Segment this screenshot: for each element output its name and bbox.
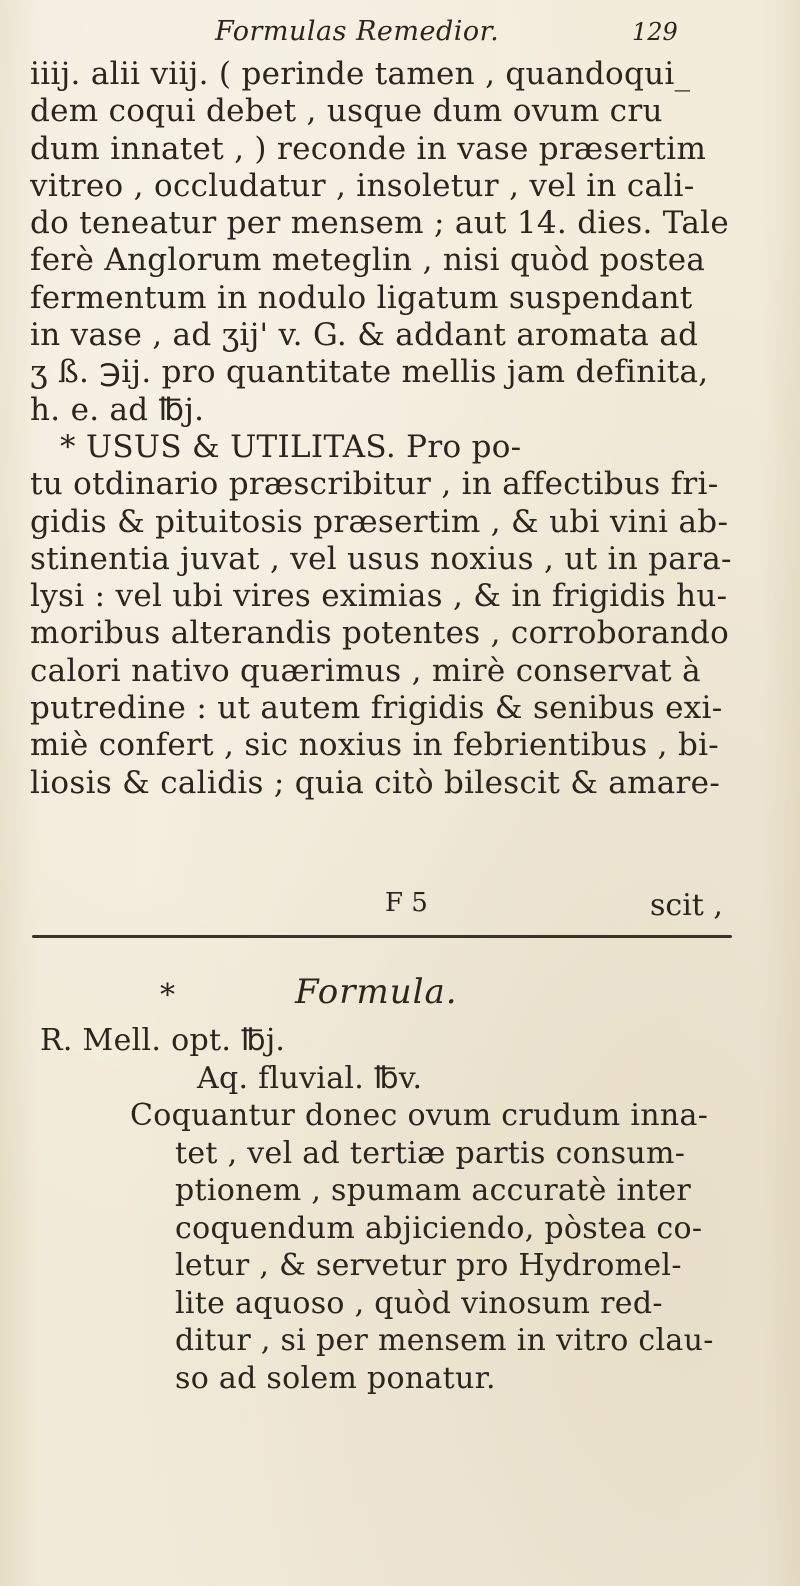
text-line: iiij. alii viij. ( perinde tamen , quandoqui_ — [30, 56, 691, 92]
recipe-line: lite aquoso , quòd vinosum red- — [175, 1285, 663, 1321]
recipe-line: letur , & servetur pro Hydromel- — [175, 1248, 682, 1283]
formula-heading — [0, 972, 800, 1016]
text-line: putredine : ut autem frigidis & senibus exi- — [30, 690, 723, 727]
recipe-line: Aq. fluvial. ℔v. — [197, 1060, 423, 1096]
text-line: calori nativo quærimus , mirè conservat à — [30, 652, 701, 689]
recipe-line: ditur , si per mensem in vitro clau- — [175, 1323, 714, 1358]
body-text — [30, 56, 760, 802]
text-line: in vase , ad ʒij' v. G. & addant aromata ad — [30, 317, 699, 354]
text-line: ferè Anglorum meteglin , nisi quòd postea — [30, 242, 706, 279]
formula-title: Formula. — [295, 972, 458, 1012]
text-line: fermentum in nodulo ligatum suspendant — [30, 279, 693, 316]
text-line: lysi : vel ubi vires eximias , & in frigidis hu- — [30, 578, 728, 615]
running-title: Formulas Remedior. — [215, 16, 500, 47]
text-line: ʒ ß. ℈ij. pro quantitate mellis jam definita, — [30, 354, 709, 391]
recipe-line: coquendum abjiciendo, pòstea co- — [175, 1210, 703, 1246]
recipe-block — [40, 1022, 760, 1397]
text-line: stinentia juvat , vel usus noxius , ut in para- — [30, 540, 732, 577]
text-line: miè confert , sic noxius in febrientibus , bi- — [30, 727, 720, 764]
running-head — [0, 12, 800, 52]
signature-mark: F 5 — [385, 888, 428, 918]
text-line: dum innatet , ) reconde in vase præsertim — [30, 130, 707, 167]
recipe-line: R. Mell. opt. ℔j. — [40, 1023, 286, 1058]
catchword: scit , — [650, 888, 723, 923]
recipe-line: ptionem , spumam accuratè inter — [175, 1173, 692, 1208]
page-number: 129 — [632, 18, 678, 46]
recipe-line: tet , vel ad tertiæ partis consum- — [175, 1135, 686, 1171]
section-heading-usus: * USUS & UTILITAS. Pro po- — [60, 428, 522, 465]
recipe-line: so ad solem ponatur. — [175, 1360, 496, 1396]
text-line: tu otdinario præscribitur , in affectibus fri- — [30, 466, 719, 503]
recipe-line: Coquantur donec ovum crudum inna- — [130, 1098, 709, 1133]
text-line: dem coqui debet , usque dum ovum cru — [30, 93, 663, 130]
asterisk-icon: * — [160, 978, 175, 1013]
text-line: h. e. ad ℔j. — [30, 391, 205, 428]
divider-rule — [32, 935, 732, 938]
text-line: do teneatur per mensem ; aut 14. dies. Tale — [30, 205, 729, 242]
text-line: moribus alterandis potentes , corroborando — [30, 615, 730, 652]
text-line: liosis & calidis ; quia citò bilescit & amare- — [30, 764, 721, 801]
text-line: vitreo , occludatur , insoletur , vel in cali- — [30, 167, 695, 204]
text-line: gidis & pituitosis præsertim , & ubi vini ab- — [30, 503, 729, 540]
